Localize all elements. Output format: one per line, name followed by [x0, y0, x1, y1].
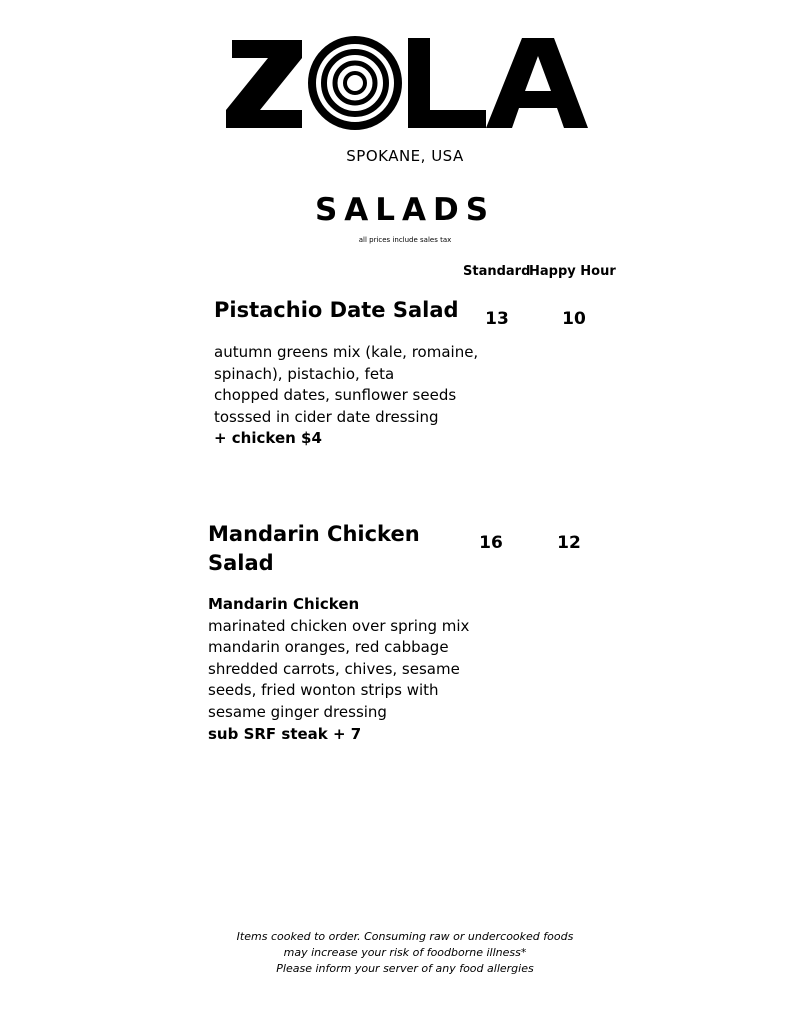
item-name-line: Mandarin Chicken: [208, 522, 420, 546]
description-line: chopped dates, sunflower seeds: [214, 386, 457, 405]
description-line: tosssed in cider date dressing: [214, 407, 439, 426]
description-line: mandarin oranges, red cabbage: [208, 638, 449, 657]
add-on-line: + chicken $4: [214, 429, 322, 448]
description-line: shredded carrots, chives, sesame: [208, 659, 460, 678]
description-subtitle: Mandarin Chicken: [208, 595, 360, 613]
item-name-line: Pistachio Date Salad: [214, 298, 459, 322]
item-name: [214, 296, 459, 325]
description-line: marinated chicken over spring mix: [208, 616, 470, 635]
logo-letter-z: [226, 40, 302, 128]
happy-hour-price: 10: [562, 309, 586, 329]
description-line: sesame ginger dressing: [208, 702, 387, 721]
item-name: [208, 520, 420, 578]
section-title: SALADS: [314, 192, 496, 228]
standard-price: 13: [485, 309, 509, 329]
item-description: [208, 594, 469, 745]
zola-logo: [224, 34, 588, 132]
logo-letter-l: [408, 38, 486, 128]
happy-hour-price: 12: [557, 533, 581, 553]
logo-letter-o-rings: [312, 40, 398, 126]
add-on-line: sub SRF steak + 7: [208, 724, 362, 743]
description-line: autumn greens mix (kale, romaine,: [214, 343, 479, 361]
location-text: SPOKANE, USA: [346, 147, 464, 165]
standard-price: 16: [479, 533, 503, 553]
column-header-happy-hour: Happy Hour: [529, 264, 616, 279]
tax-note: all prices include sales tax: [358, 236, 452, 244]
column-header-standard: Standard: [463, 264, 531, 279]
item-description: [214, 342, 478, 450]
disclaimer-line: Please inform your server of any food allergies: [276, 962, 534, 975]
description-line: seeds, fried wonton strips with: [208, 681, 439, 700]
description-line: spinach), pistachio, feta: [214, 364, 395, 383]
disclaimer-line: may increase your risk of foodborne illness*: [283, 946, 527, 959]
disclaimer-line: Items cooked to order. Consuming raw or undercooked foods: [236, 930, 574, 943]
logo-letter-a: [486, 38, 588, 128]
allergy-disclaimer: [0, 929, 810, 977]
item-name-line: Salad: [208, 551, 274, 575]
